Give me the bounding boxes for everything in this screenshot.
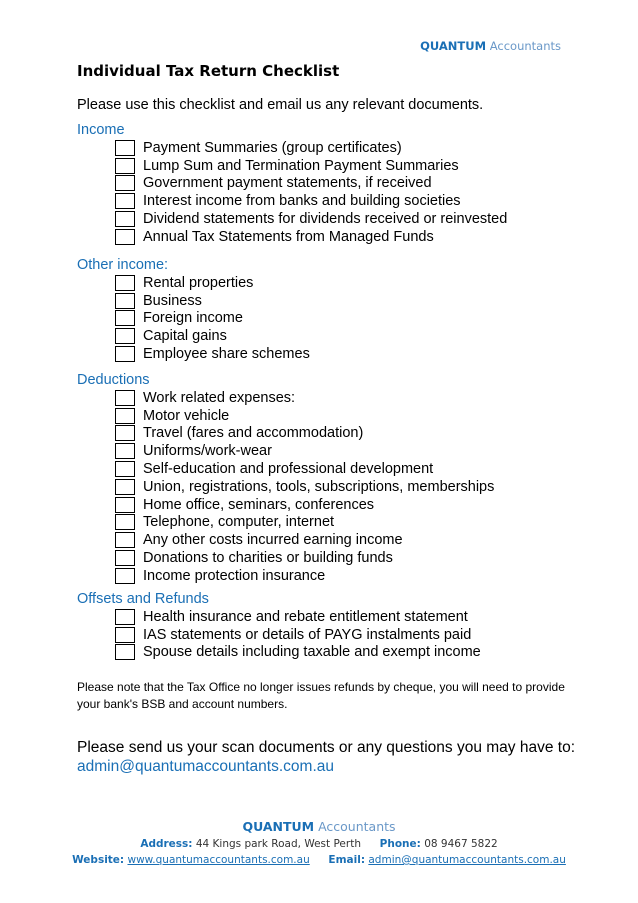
checklist-item-label: Home office, seminars, conferences [143,496,375,513]
checklist-item-label: Government payment statements, if received [143,175,432,192]
footer-contact-line [0,852,638,868]
checklist-item-label: Work related expenses: [143,389,296,406]
checklist-item-label: Any other costs incurred earning income [143,532,403,549]
checkbox[interactable] [115,229,135,245]
checkbox[interactable] [115,310,135,326]
checkbox[interactable] [115,408,135,424]
checklist [77,274,577,363]
checkbox[interactable] [115,479,135,495]
checklist-item-label: Rental properties [143,274,254,291]
checklist-item [77,192,577,210]
checkbox[interactable] [115,293,135,309]
checkbox[interactable] [115,514,135,530]
section-income [77,121,577,246]
address-value: 44 Kings park Road, West Perth [195,838,361,850]
checkbox[interactable] [115,211,135,227]
checklist-item-label: Health insurance and rebate entitlement statement [143,608,468,625]
checklist-item-label: Employee share schemes [143,346,310,363]
checklist-item-label: Business [143,292,202,309]
checklist-item [77,608,577,626]
checklist-item [77,228,577,246]
section-offsets-refunds [77,590,577,661]
intro-text: Please use this checklist and email us any relevant documents. [77,97,484,113]
checklist-item-label: Self-education and professional development [143,461,434,478]
header-brand-name: QUANTUM [420,39,487,53]
checkbox[interactable] [115,461,135,477]
checklist-item-label: Uniforms/work-wear [143,443,272,460]
checklist-item-label: IAS statements or details of PAYG instalments paid [143,626,472,643]
checklist-item-label: Motor vehicle [143,407,230,424]
checklist-item [77,460,577,478]
checklist-item-label: Lump Sum and Termination Payment Summaries [143,157,459,174]
checkbox[interactable] [115,140,135,156]
checkbox[interactable] [115,550,135,566]
section-heading: Other income: [77,257,169,273]
checklist-item [77,407,577,425]
phone-value: 08 9467 5822 [424,838,498,850]
footer [0,818,638,868]
section-heading: Income [77,122,125,138]
checklist-item-label: Income protection insurance [143,567,326,584]
checkbox[interactable] [115,193,135,209]
checklist-item-label: Donations to charities or building funds [143,550,393,567]
checklist-item [77,292,577,310]
checklist-item [77,389,577,407]
checkbox[interactable] [115,390,135,406]
checklist-item [77,442,577,460]
checklist-item [77,175,577,193]
checkbox[interactable] [115,158,135,174]
checkbox[interactable] [115,275,135,291]
footer-brand [0,818,638,836]
checklist [77,608,577,661]
section-heading: Deductions [77,372,150,388]
checklist-item [77,139,577,157]
section-deductions [77,371,577,585]
checklist-item-label: Union, registrations, tools, subscriptions, memberships [143,478,495,495]
website-link[interactable]: www.quantumaccountants.com.au [127,854,310,866]
footer-address-line [0,836,638,852]
checklist-item [77,310,577,328]
header-brand [420,39,561,53]
checkbox[interactable] [115,443,135,459]
checkbox[interactable] [115,609,135,625]
checkbox[interactable] [115,175,135,191]
checkbox[interactable] [115,328,135,344]
checklist-item [77,345,577,363]
checklist-item-label: Travel (fares and accommodation) [143,425,364,442]
checklist [77,389,577,585]
checklist-item-label: Foreign income [143,310,243,327]
checklist-item-label: Capital gains [143,328,227,345]
checklist [77,139,577,246]
checkbox[interactable] [115,425,135,441]
website-label: Website: [72,854,125,866]
checkbox[interactable] [115,346,135,362]
checkbox[interactable] [115,497,135,513]
checklist-item-label: Dividend statements for dividends received or reinvested [143,211,508,228]
checklist-item [77,327,577,345]
checklist-item [77,626,577,644]
email-label: Email: [328,854,366,866]
checklist-item-label: Payment Summaries (group certificates) [143,139,402,156]
address-label: Address: [140,838,193,850]
page-title: Individual Tax Return Checklist [77,62,340,80]
contact-text: Please send us your scan documents or any questions you may have to: [77,739,576,756]
phone-label: Phone: [379,838,421,850]
header-brand-suffix: Accountants [489,39,561,53]
checklist-item [77,210,577,228]
checklist-item [77,644,577,662]
checklist-item [77,549,577,567]
checkbox[interactable] [115,568,135,584]
checkbox[interactable] [115,627,135,643]
checklist-item-label: Telephone, computer, internet [143,514,335,531]
checklist-item [77,425,577,443]
checklist-item [77,496,577,514]
checklist-item-label: Annual Tax Statements from Managed Funds [143,228,434,245]
checkbox[interactable] [115,644,135,660]
footer-email-link[interactable]: admin@quantumaccountants.com.au [368,854,566,866]
checklist-item-label: Spouse details including taxable and exempt income [143,644,481,661]
checklist-item [77,514,577,532]
contact-email-link[interactable]: admin@quantumaccountants.com.au [77,758,334,775]
checklist-item [77,157,577,175]
footer-brand-suffix: Accountants [318,819,396,834]
checklist-item [77,478,577,496]
checklist-item [77,531,577,549]
footer-brand-name: QUANTUM [242,819,315,834]
checklist-item-label: Interest income from banks and building societies [143,193,461,210]
refund-note: Please note that the Tax Office no longer issues refunds by cheque, you will need to provide your bank's BSB and account numbers. [77,680,565,711]
checklist-item [77,567,577,585]
section-other-income [77,256,577,363]
checkbox[interactable] [115,532,135,548]
checklist-item [77,274,577,292]
section-heading: Offsets and Refunds [77,591,209,607]
